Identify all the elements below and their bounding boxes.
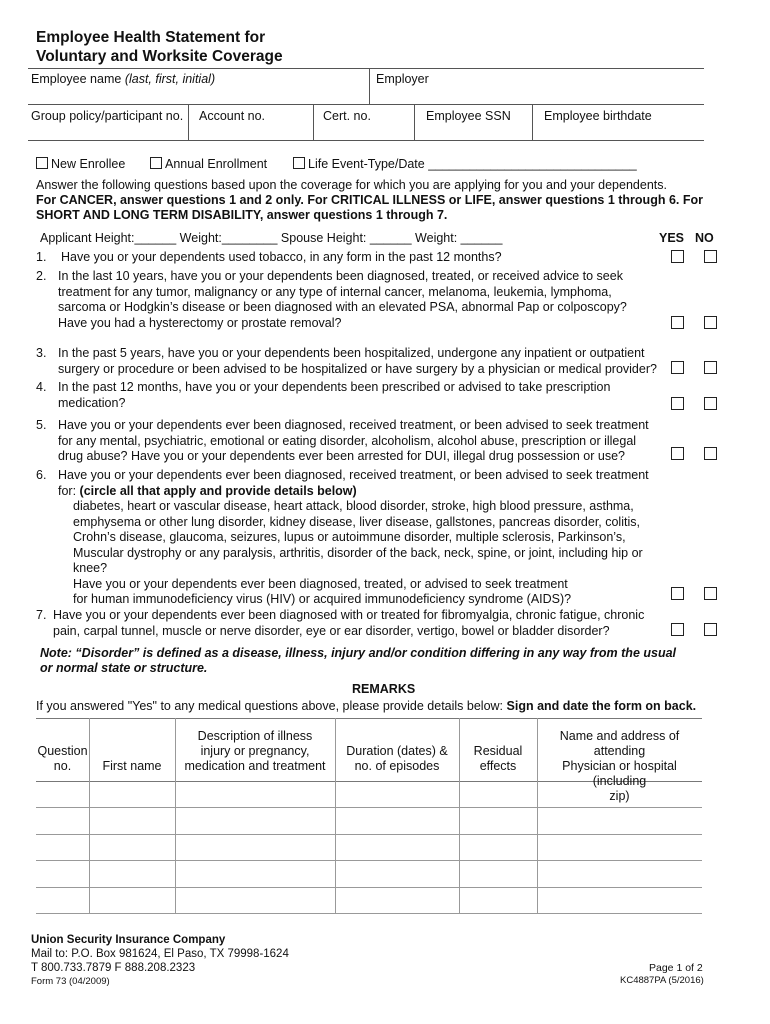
- header-text: Description of illness: [197, 729, 313, 743]
- question-5-no-checkbox[interactable]: [704, 447, 717, 460]
- new-enrollee-checkbox[interactable]: [36, 157, 48, 169]
- life-event-checkbox[interactable]: [293, 157, 305, 169]
- question-number: 5.: [36, 418, 47, 432]
- question-number: 3.: [36, 346, 47, 360]
- question-7-no-checkbox[interactable]: [704, 623, 717, 636]
- instruction-line-3: SHORT AND LONG TERM DISABILITY, answer questions 1 through 7.: [36, 208, 448, 222]
- question-text: Have you or your dependents ever been diagnosed, received treatment, or been advised to seek treatment: [58, 418, 649, 432]
- question-text: In the past 12 months, have you or your dependents been prescribed or advised to take prescription: [58, 380, 611, 394]
- question-text: Have you had a hysterectomy or prostate removal?: [58, 315, 342, 330]
- employee-name-field[interactable]: [31, 72, 215, 86]
- note-line-1: Note: “Disorder” is defined as a disease, illness, injury and/or condition differing in any way from the usual: [40, 646, 677, 660]
- note-line-2: or normal state or structure.: [40, 661, 208, 675]
- title-line-2: Voluntary and Worksite Coverage: [36, 48, 283, 65]
- question-7-yes-checkbox[interactable]: [671, 623, 684, 636]
- remarks-instruction-text: If you answered "Yes" to any medical questions above, please provide details below:: [36, 699, 507, 713]
- question-6-no-checkbox[interactable]: [704, 587, 717, 600]
- page-number: Page 1 of 2: [649, 962, 703, 974]
- measurements-line: Applicant Height:______ Weight:________ Spouse Height: ______ Weight: ______: [40, 231, 503, 245]
- divider: [28, 104, 704, 105]
- divider: [414, 104, 415, 140]
- question-text: Have you or your dependents ever been diagnosed with or treated for fibromyalgia, chronic fatigue, chronic: [53, 608, 645, 622]
- header-text: First name: [102, 759, 162, 773]
- employee-name-label: Employee name: [31, 72, 125, 86]
- mailing-address: Mail to: P.O. Box 981624, El Paso, TX 79998-1624: [31, 948, 289, 960]
- header-text: no.: [53, 759, 72, 773]
- question-3-no-checkbox[interactable]: [704, 361, 717, 374]
- question-2-no-checkbox[interactable]: [704, 316, 717, 329]
- condition-list-line: diabetes, heart or vascular disease, heart attack, blood disorder, stroke, high blood pressure, asthma,: [73, 499, 634, 513]
- divider: [188, 104, 189, 140]
- question-5-yes-checkbox[interactable]: [671, 447, 684, 460]
- question-text: In the past 5 years, have you or your dependents been hospitalized, undergone any inpatient or outpatient: [58, 346, 645, 360]
- question-number: 2.: [36, 269, 47, 283]
- table-border: [36, 718, 702, 719]
- annual-enrollment-label: Annual Enrollment: [165, 157, 268, 171]
- annual-enrollment-checkbox[interactable]: [150, 157, 162, 169]
- question-text: Have you or your dependents ever been diagnosed, received treatment, or been advised to seek treatment: [58, 468, 649, 482]
- column-header-description: [175, 729, 335, 774]
- instruction-line-1: Answer the following questions based upon the coverage for which you are applying for you and your dependents.: [36, 178, 667, 192]
- phone-fax: T 800.733.7879 F 888.208.2323: [31, 962, 196, 974]
- question-1-no-checkbox[interactable]: [704, 250, 717, 263]
- question-text: treatment for any tumor, malignancy or any type of internal cancer, melanoma, leukemia, lymphoma,: [58, 284, 612, 299]
- question-number: 1.: [36, 250, 47, 264]
- divider: [313, 104, 314, 140]
- column-header-question: [36, 744, 89, 774]
- header-text: medication and treatment: [184, 759, 326, 773]
- table-border: [36, 913, 702, 914]
- question-number: 4.: [36, 380, 47, 394]
- condition-list-line: Have you or your dependents ever been diagnosed, treated, or advised to seek treatment: [73, 576, 568, 591]
- header-text: Name and address of attending: [559, 729, 680, 758]
- question-number: 7.: [36, 608, 47, 622]
- life-event-label: Life Event-Type/Date ______________________________: [308, 157, 637, 171]
- employer-field[interactable]: Employer: [376, 72, 429, 86]
- title-line-1: Employee Health Statement for: [36, 29, 266, 46]
- annual-enrollment-option[interactable]: [150, 157, 267, 171]
- table-border: [36, 834, 702, 835]
- table-border: [89, 718, 90, 913]
- cert-field[interactable]: Cert. no.: [323, 109, 371, 123]
- new-enrollee-option[interactable]: [36, 157, 125, 171]
- column-header-duration: [335, 744, 459, 774]
- table-border: [36, 860, 702, 861]
- company-name: Union Security Insurance Company: [31, 934, 226, 946]
- question-6-yes-checkbox[interactable]: [671, 587, 684, 600]
- life-event-option[interactable]: [293, 157, 637, 171]
- remarks-sign-instruction: Sign and date the form on back.: [506, 699, 697, 713]
- question-4-yes-checkbox[interactable]: [671, 397, 684, 410]
- divider: [28, 140, 704, 141]
- question-1-yes-checkbox[interactable]: [671, 250, 684, 263]
- header-text: Duration (dates) &: [346, 744, 448, 758]
- condition-list-line: emphysema or other lung disorder, kidney disease, liver disease, gallstones, pancreas disorder, colitis,: [73, 514, 640, 529]
- remarks-instruction: [36, 699, 696, 713]
- employee-name-hint: (last, first, initial): [124, 72, 216, 86]
- table-border: [36, 887, 702, 888]
- account-field[interactable]: Account no.: [199, 109, 266, 123]
- question-text: medication?: [58, 395, 126, 410]
- question-text: for any mental, psychiatric, emotional or eating disorder, alcoholism, alcohol abuse, prescription or illegal: [58, 433, 637, 448]
- condition-list-line: Crohn’s disease, glaucoma, seizures, lupus or autoimmune disorder, multiple sclerosis, Parkinson’s,: [73, 530, 626, 544]
- question-3-yes-checkbox[interactable]: [671, 361, 684, 374]
- new-enrollee-label: New Enrollee: [51, 157, 126, 171]
- header-text: Residual: [473, 744, 523, 758]
- header-text: no. of episodes: [354, 759, 440, 773]
- condition-list-line: Muscular dystrophy or any paralysis, arthritis, disorder of the back, neck, spine, or joint, including hip or: [73, 545, 643, 560]
- question-text: In the last 10 years, have you or your dependents been diagnosed, treated, or received advice to seek: [58, 269, 623, 283]
- question-number: 6.: [36, 468, 47, 482]
- header-text: Question: [37, 744, 88, 758]
- question-instruction: (circle all that apply and provide details below): [79, 483, 357, 498]
- form-title: [36, 28, 283, 66]
- ssn-field[interactable]: Employee SSN: [426, 109, 511, 123]
- form-number: Form 73 (04/2009): [31, 976, 110, 987]
- condition-list-line: knee?: [73, 561, 108, 575]
- question-text: surgery or procedure or been advised to be hospitalized or have surgery by a physician or medical provider?: [58, 361, 657, 376]
- question-4-no-checkbox[interactable]: [704, 397, 717, 410]
- header-text: Physician or hospital (including: [562, 759, 677, 788]
- birthdate-field[interactable]: Employee birthdate: [544, 109, 652, 123]
- yes-header: YES: [659, 231, 685, 245]
- question-text: pain, carpal tunnel, muscle or nerve disorder, eye or ear disorder, vertigo, bowel or bladder disorder?: [53, 623, 610, 638]
- no-header: NO: [695, 231, 714, 245]
- header-text: effects: [479, 759, 517, 773]
- column-header-physician: [537, 729, 702, 804]
- instruction-line-2: For CANCER, answer questions 1 and 2 only. For CRITICAL ILLNESS or LIFE, answer questions 1 through 6. For: [36, 193, 703, 207]
- header-text: zip): [609, 789, 630, 803]
- remarks-heading: REMARKS: [352, 682, 416, 696]
- question-2-yes-checkbox[interactable]: [671, 316, 684, 329]
- document-code: KC4887PA (5/2016): [620, 975, 704, 986]
- column-header-first-name: [89, 759, 175, 774]
- divider: [28, 68, 704, 69]
- divider: [532, 104, 533, 140]
- question-text: sarcoma or Hodgkin’s disease or been diagnosed with an elevated PSA, abnormal Pap or colposcopy?: [58, 300, 627, 314]
- group-policy-field[interactable]: Group policy/participant no.: [31, 109, 184, 123]
- table-border: [36, 807, 702, 808]
- column-header-residual: [459, 744, 537, 774]
- question-text: for:: [58, 483, 80, 498]
- question-text: drug abuse? Have you or your dependents ever been arrested for DUI, illegal drug possession or use?: [58, 449, 626, 463]
- divider: [369, 68, 370, 104]
- condition-list-line: for human immunodeficiency virus (HIV) or acquired immunodeficiency syndrome (AIDS)?: [73, 592, 572, 606]
- question-text: Have you or your dependents used tobacco, in any form in the past 12 months?: [61, 250, 502, 264]
- header-text: injury or pregnancy,: [200, 744, 310, 758]
